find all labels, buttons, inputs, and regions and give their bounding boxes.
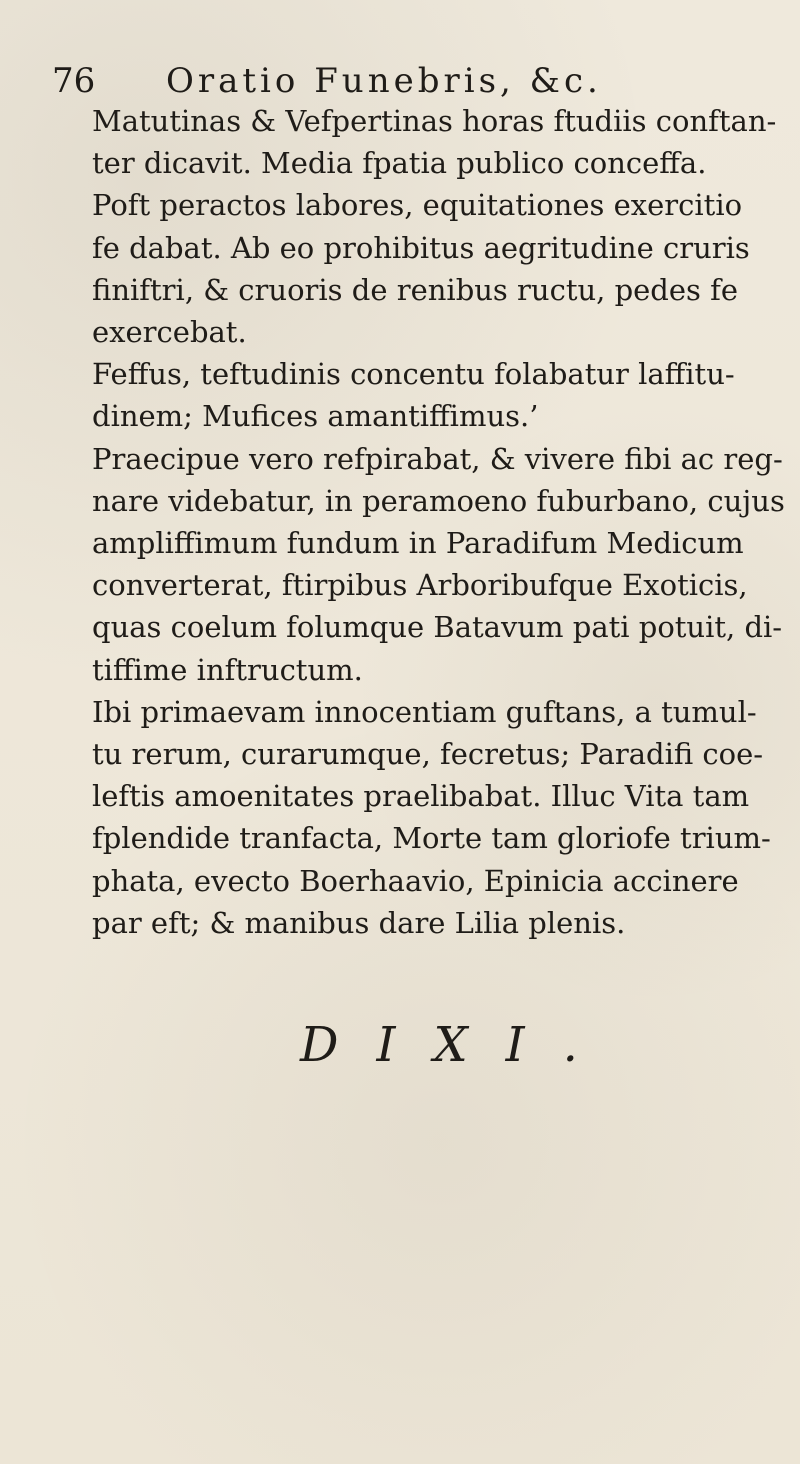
text-line: Praecipue vero refpirabat, & vivere fibi ac reg- (92, 441, 783, 476)
text-line: Feffus, teftudinis concentu folabatur laffitu- (92, 357, 735, 392)
text-line: par eft; & manibus dare Lilia plenis. (92, 905, 626, 940)
text-line: ter dicavit. Media fpatia publico conceffa. (92, 146, 707, 181)
text-line: leftis amoenitates praelibabat. Illuc Vita tam (92, 779, 750, 814)
text-line: quas coelum folumque Batavum pati potuit, di- (92, 610, 783, 645)
text-line: tiffime inftructum. (92, 652, 363, 687)
closing-word: DIXI. (300, 1017, 616, 1073)
text-line: Matutinas & Vefpertinas horas ftudiis conftan- (92, 104, 777, 138)
text-line: ampliffimum fundum in Paradifum Medicum (92, 526, 744, 561)
text-line: exercebat. (92, 315, 247, 350)
text-line: Ibi primaevam innocentiam guftans, a tumul- (92, 694, 757, 729)
running-title: Oratio Funebris, &c. (166, 61, 602, 101)
text-line: tu rerum, curarumque, fecretus; Paradifi coe- (92, 737, 764, 772)
text-line: fe dabat. Ab eo prohibitus aegritudine cruris (92, 230, 750, 265)
main-text (92, 100, 785, 944)
page-header (52, 56, 752, 106)
text-line: finiftri, & cruoris de renibus ructu, pedes fe (92, 272, 739, 307)
text-line: dinem; Mufices amantiffimus.’ (92, 399, 539, 434)
text-line: fplendide tranfacta, Morte tam gloriofe trium- (92, 821, 771, 856)
text-line: nare videbatur, in peramoeno fuburbano, cujus (92, 483, 785, 518)
text-line: phata, evecto Boerhaavio, Epinicia accinere (92, 863, 739, 898)
text-line: converterat, ftirpibus Arboribufque Exoticis, (92, 568, 748, 603)
text-line: Poft peractos labores, equitationes exercitio (92, 188, 743, 223)
page-number: 76 (52, 61, 96, 101)
